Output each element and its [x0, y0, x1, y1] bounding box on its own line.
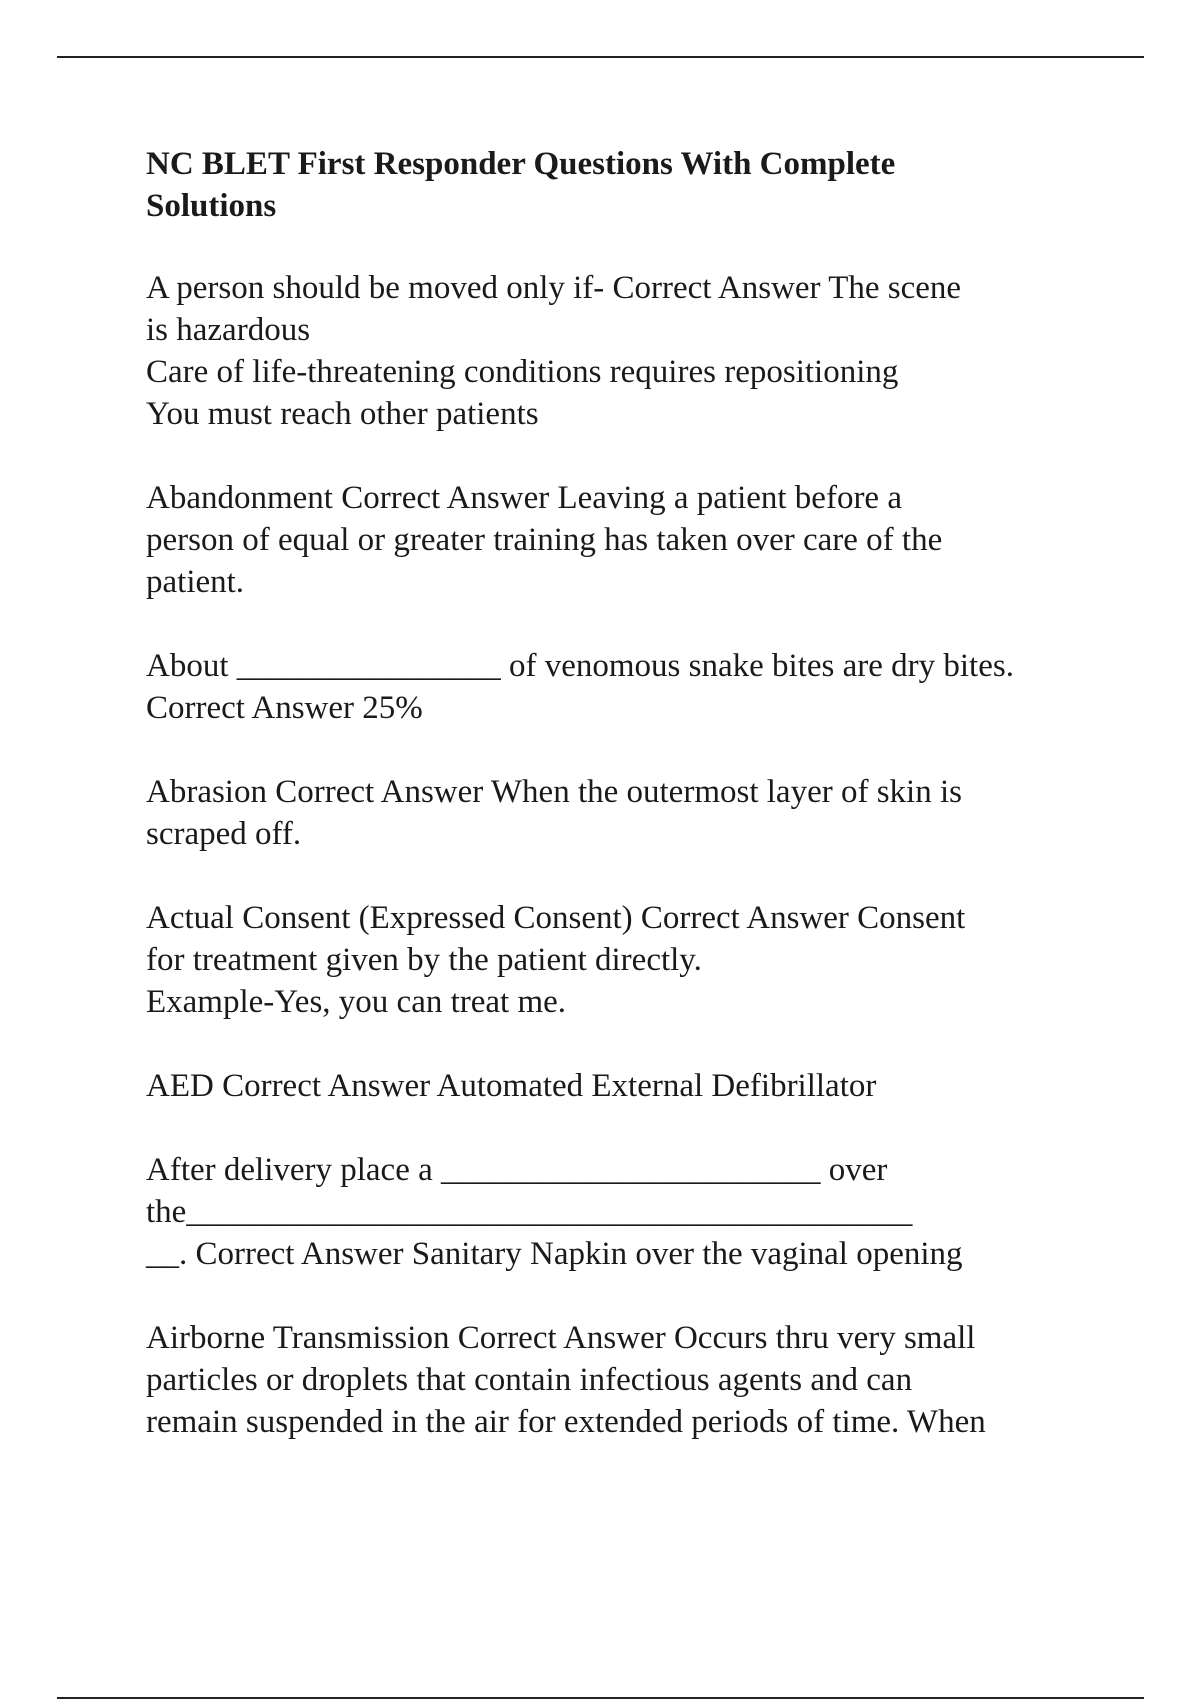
entry-aed: AED Correct Answer Automated External Defibrillator: [146, 1068, 877, 1104]
entry-airborne-transmission: Airborne Transmission Correct Answer Occurs thru very small particles or droplets that contain infectious agents and can remain suspended in the air for extended periods of time. When: [146, 1320, 986, 1440]
bottom-divider: [57, 1697, 1144, 1699]
entry-moving-patient: A person should be moved only if- Correct Answer The scene is hazardous Care of life-threatening conditions requires repositioning You must reach other patients: [146, 270, 962, 432]
document-title: NC BLET First Responder Questions With Complete Solutions: [146, 146, 896, 224]
entry-abandonment: Abandonment Correct Answer Leaving a patient before a person of equal or greater training has taken over care of the patient.: [146, 480, 943, 600]
entry-dry-bites: About ________________ of venomous snake bites are dry bites. Correct Answer 25%: [146, 648, 1014, 726]
entry-abrasion: Abrasion Correct Answer When the outermost layer of skin is scraped off.: [146, 774, 962, 852]
entry-actual-consent: Actual Consent (Expressed Consent) Correct Answer Consent for treatment given by the patient directly. Example-Yes, you can treat me.: [146, 900, 966, 1020]
top-divider: [57, 56, 1144, 58]
entry-after-delivery: After delivery place a _______________________ over the____________________________________________ __. Correct Answer Sanitary Napkin over the vaginal opening: [146, 1152, 963, 1272]
document-body: [146, 143, 1086, 1485]
